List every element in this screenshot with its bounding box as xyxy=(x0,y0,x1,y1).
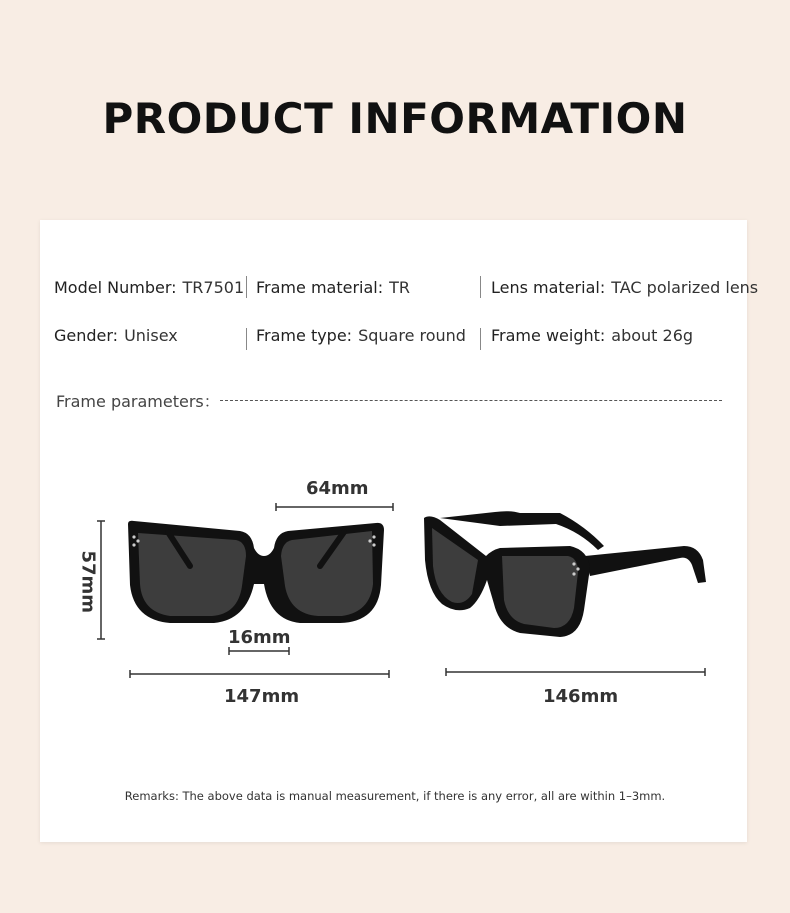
frame-parameters-label: Frame parameters： xyxy=(56,392,220,411)
dimension-temple-length: 146mm xyxy=(543,686,619,707)
dimension-frame-width: 147mm xyxy=(224,686,300,707)
remarks-text: Remarks: The above data is manual measurement, if there is any error, all are within 1–3mm. xyxy=(124,789,666,803)
dimension-lens-width: 64mm xyxy=(306,478,369,499)
spec-frame-weight-value: about 26g xyxy=(611,326,694,345)
spec-frame-type-value: Square round xyxy=(358,326,466,345)
side-view-glasses xyxy=(424,511,706,637)
spec-model-value: TR7501 xyxy=(182,278,245,297)
dimension-lens-height: 57mm xyxy=(77,550,99,614)
spec-frame-material-label: Frame material: xyxy=(256,278,384,297)
dimension-bridge: 16mm xyxy=(228,627,291,648)
spec-gender-value: Unisex xyxy=(124,326,178,345)
spec-frame-type-label: Frame type: xyxy=(256,326,353,345)
spec-frame-material-value: TR xyxy=(389,278,410,297)
spec-lens-material-value: TAC polarized lens xyxy=(611,278,759,297)
spec-model-label: Model Number: xyxy=(54,278,177,297)
spec-gender-label: Gender: xyxy=(54,326,119,345)
page-title: PRODUCT INFORMATION xyxy=(102,94,688,143)
front-view-glasses xyxy=(128,521,384,623)
spec-frame-weight-label: Frame weight: xyxy=(491,326,606,345)
spec-lens-material-label: Lens material: xyxy=(491,278,606,297)
